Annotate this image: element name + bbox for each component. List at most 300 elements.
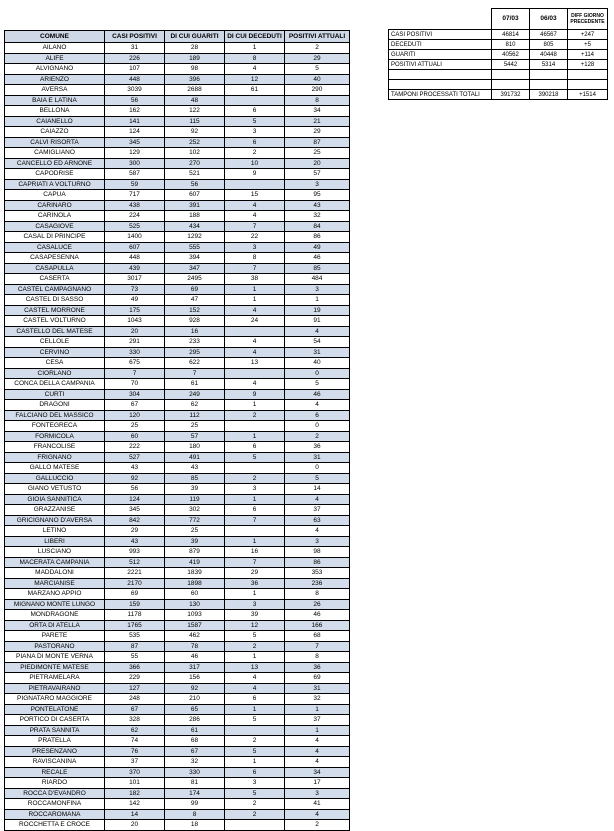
table-row	[5, 809, 350, 820]
guariti-cell: 92	[165, 683, 225, 694]
guariti-cell: 48	[165, 95, 225, 106]
table-row	[5, 43, 350, 54]
deceduti-cell: 38	[225, 274, 285, 285]
casi-positivi-cell: 439	[105, 263, 165, 274]
positivi-attuali-cell: 25	[285, 148, 350, 159]
summary-diff-cell: +1514	[568, 90, 608, 100]
guariti-cell: 85	[165, 473, 225, 484]
guariti-cell: 92	[165, 127, 225, 138]
deceduti-cell: 4	[225, 673, 285, 684]
comune-cell: CARINOLA	[5, 211, 105, 222]
comune-cell: MIGNANO MONTE LUNGO	[5, 599, 105, 610]
comune-cell: AVERSA	[5, 85, 105, 96]
casi-positivi-cell: 842	[105, 515, 165, 526]
positivi-attuali-cell: 87	[285, 137, 350, 148]
table-row	[5, 799, 350, 810]
summary-row	[389, 40, 608, 50]
summary-label-cell: CASI POSITIVI	[389, 30, 492, 40]
comune-cell: CASAPESENNA	[5, 253, 105, 264]
table-row	[5, 221, 350, 232]
casi-positivi-cell: 535	[105, 631, 165, 642]
table-row	[5, 232, 350, 243]
deceduti-cell: 4	[225, 305, 285, 316]
summary-header-date-1: 07/03	[492, 9, 530, 30]
deceduti-cell: 5	[225, 715, 285, 726]
comune-cell: AILANO	[5, 43, 105, 54]
guariti-cell: 69	[165, 284, 225, 295]
comune-cell: BAIA E LATINA	[5, 95, 105, 106]
table-row	[5, 64, 350, 75]
casi-positivi-cell: 1765	[105, 620, 165, 631]
guariti-cell: 18	[165, 820, 225, 831]
casi-positivi-cell: 438	[105, 200, 165, 211]
casi-positivi-cell: 101	[105, 778, 165, 789]
deceduti-cell: 1	[225, 757, 285, 768]
deceduti-cell: 5	[225, 116, 285, 127]
guariti-cell: 772	[165, 515, 225, 526]
table-row	[5, 652, 350, 663]
comune-cell: CASAGIOVE	[5, 221, 105, 232]
guariti-cell: 317	[165, 662, 225, 673]
positivi-attuali-cell: 4	[285, 736, 350, 747]
casi-positivi-cell: 43	[105, 463, 165, 474]
deceduti-cell	[225, 95, 285, 106]
positivi-attuali-cell: 36	[285, 442, 350, 453]
positivi-attuali-cell: 3	[285, 284, 350, 295]
guariti-cell: 122	[165, 106, 225, 117]
table-row	[5, 421, 350, 432]
summary-header-blank	[389, 9, 492, 30]
table-row	[5, 778, 350, 789]
table-row	[5, 179, 350, 190]
summary-blank-cell	[530, 70, 568, 80]
casi-positivi-cell: 2221	[105, 568, 165, 579]
deceduti-cell: 16	[225, 547, 285, 558]
table-row	[5, 526, 350, 537]
guariti-cell: 391	[165, 200, 225, 211]
positivi-attuali-cell: 31	[285, 347, 350, 358]
guariti-cell: 57	[165, 431, 225, 442]
casi-positivi-cell: 56	[105, 95, 165, 106]
positivi-attuali-cell: 20	[285, 158, 350, 169]
positivi-attuali-cell: 4	[285, 809, 350, 820]
comune-cell: LETINO	[5, 526, 105, 537]
deceduti-cell: 36	[225, 578, 285, 589]
table-row	[5, 148, 350, 159]
guariti-cell: 25	[165, 526, 225, 537]
positivi-attuali-cell: 4	[285, 326, 350, 337]
deceduti-cell: 1	[225, 43, 285, 54]
guariti-cell: 396	[165, 74, 225, 85]
positivi-attuali-cell: 95	[285, 190, 350, 201]
casi-positivi-cell: 142	[105, 799, 165, 810]
deceduti-cell: 6	[225, 442, 285, 453]
deceduti-cell: 2	[225, 736, 285, 747]
comune-cell: CASTEL VOLTURNO	[5, 316, 105, 327]
deceduti-cell: 4	[225, 347, 285, 358]
deceduti-cell: 39	[225, 610, 285, 621]
table-row	[5, 263, 350, 274]
deceduti-cell: 12	[225, 74, 285, 85]
guariti-cell: 188	[165, 211, 225, 222]
comune-cell: CALVI RISORTA	[5, 137, 105, 148]
comune-cell: ROCCA D'EVANDRO	[5, 788, 105, 799]
positivi-attuali-cell: 40	[285, 358, 350, 369]
casi-positivi-cell: 29	[105, 526, 165, 537]
positivi-attuali-cell: 46	[285, 610, 350, 621]
guariti-cell: 60	[165, 589, 225, 600]
deceduti-cell: 9	[225, 389, 285, 400]
deceduti-cell: 5	[225, 746, 285, 757]
comune-cell: CAPUA	[5, 190, 105, 201]
casi-positivi-cell: 345	[105, 505, 165, 516]
guariti-cell: 1587	[165, 620, 225, 631]
comune-cell: PIETRAVAIRANO	[5, 683, 105, 694]
table-row	[5, 505, 350, 516]
table-row	[5, 788, 350, 799]
deceduti-cell: 15	[225, 190, 285, 201]
summary-value-cell: 46814	[492, 30, 530, 40]
guariti-cell: 1839	[165, 568, 225, 579]
guariti-cell: 394	[165, 253, 225, 264]
positivi-attuali-cell: 85	[285, 263, 350, 274]
comune-cell: MARCIANISE	[5, 578, 105, 589]
guariti-cell: 28	[165, 43, 225, 54]
casi-positivi-cell: 141	[105, 116, 165, 127]
summary-label-cell: GUARITI	[389, 50, 492, 60]
deceduti-cell: 5	[225, 631, 285, 642]
table-row	[5, 53, 350, 64]
comune-cell: FORMICOLA	[5, 431, 105, 442]
guariti-cell: 56	[165, 179, 225, 190]
table-row	[5, 662, 350, 673]
deceduti-cell: 4	[225, 200, 285, 211]
positivi-attuali-cell: 353	[285, 568, 350, 579]
table-row	[5, 484, 350, 495]
table-row	[5, 200, 350, 211]
comune-cell: PRATELLA	[5, 736, 105, 747]
positivi-attuali-cell: 2	[285, 820, 350, 831]
guariti-cell: 47	[165, 295, 225, 306]
table-row	[5, 725, 350, 736]
comune-cell: GALLO MATESE	[5, 463, 105, 474]
summary-table-body	[389, 30, 608, 100]
guariti-cell: 102	[165, 148, 225, 159]
guariti-cell: 270	[165, 158, 225, 169]
positivi-attuali-cell: 41	[285, 799, 350, 810]
guariti-cell: 78	[165, 641, 225, 652]
deceduti-cell: 1	[225, 536, 285, 547]
casi-positivi-cell: 330	[105, 347, 165, 358]
casi-positivi-cell: 14	[105, 809, 165, 820]
deceduti-cell: 12	[225, 620, 285, 631]
guariti-cell: 16	[165, 326, 225, 337]
guariti-cell: 180	[165, 442, 225, 453]
summary-blank-cell	[568, 80, 608, 90]
table-row	[5, 410, 350, 421]
comune-cell: PRATA SANNITA	[5, 725, 105, 736]
deceduti-cell: 1	[225, 704, 285, 715]
casi-positivi-cell: 3039	[105, 85, 165, 96]
deceduti-cell	[225, 326, 285, 337]
summary-diff-cell: +114	[568, 50, 608, 60]
deceduti-cell: 1	[225, 652, 285, 663]
deceduti-cell: 8	[225, 53, 285, 64]
positivi-attuali-cell: 31	[285, 452, 350, 463]
casi-positivi-cell: 31	[105, 43, 165, 54]
positivi-attuali-cell: 29	[285, 127, 350, 138]
guariti-cell: 65	[165, 704, 225, 715]
casi-positivi-cell: 124	[105, 127, 165, 138]
comune-cell: CIORLANO	[5, 368, 105, 379]
table-row	[5, 757, 350, 768]
positivi-attuali-cell: 0	[285, 463, 350, 474]
comune-cell: LUSCIANO	[5, 547, 105, 558]
positivi-attuali-cell: 14	[285, 484, 350, 495]
deceduti-cell: 61	[225, 85, 285, 96]
table-row	[5, 368, 350, 379]
comune-cell: GIOIA SANNITICA	[5, 494, 105, 505]
casi-positivi-cell: 527	[105, 452, 165, 463]
deceduti-cell	[225, 526, 285, 537]
comune-cell: CAPODRISE	[5, 169, 105, 180]
casi-positivi-cell: 43	[105, 536, 165, 547]
guariti-cell: 67	[165, 746, 225, 757]
comune-cell: BELLONA	[5, 106, 105, 117]
comune-cell: PONTELATONE	[5, 704, 105, 715]
comune-cell: FRIGNANO	[5, 452, 105, 463]
deceduti-cell: 5	[225, 452, 285, 463]
table-row	[5, 74, 350, 85]
positivi-attuali-cell: 236	[285, 578, 350, 589]
table-row	[5, 190, 350, 201]
comune-cell: CASTELLO DEL MATESE	[5, 326, 105, 337]
summary-blank-row	[389, 70, 608, 80]
comune-cell: CURTI	[5, 389, 105, 400]
positivi-attuali-cell: 3	[285, 536, 350, 547]
positivi-attuali-cell: 484	[285, 274, 350, 285]
casi-positivi-cell: 248	[105, 694, 165, 705]
casi-positivi-cell: 159	[105, 599, 165, 610]
casi-positivi-cell: 345	[105, 137, 165, 148]
comune-cell: DRAGONI	[5, 400, 105, 411]
summary-blank-row	[389, 80, 608, 90]
table-row	[5, 631, 350, 642]
comune-cell: MARZANO APPIO	[5, 589, 105, 600]
casi-positivi-cell: 37	[105, 757, 165, 768]
guariti-cell: 607	[165, 190, 225, 201]
deceduti-cell: 22	[225, 232, 285, 243]
table-row	[5, 494, 350, 505]
table-row	[5, 442, 350, 453]
table-row	[5, 767, 350, 778]
positivi-attuali-cell: 46	[285, 389, 350, 400]
guariti-cell: 462	[165, 631, 225, 642]
summary-prev-value-cell: 5314	[530, 60, 568, 70]
positivi-attuali-cell: 5	[285, 64, 350, 75]
comune-cell: PORTICO DI CASERTA	[5, 715, 105, 726]
guariti-cell: 286	[165, 715, 225, 726]
comune-cell: ROCCHETTA E CROCE	[5, 820, 105, 831]
summary-value-cell: 5442	[492, 60, 530, 70]
positivi-attuali-cell: 166	[285, 620, 350, 631]
table-row	[5, 242, 350, 253]
comuni-table-body	[5, 43, 350, 831]
positivi-attuali-cell: 4	[285, 526, 350, 537]
guariti-cell: 43	[165, 463, 225, 474]
summary-blank-cell	[492, 70, 530, 80]
deceduti-cell: 13	[225, 662, 285, 673]
positivi-attuali-cell: 0	[285, 368, 350, 379]
table-row	[5, 557, 350, 568]
summary-row	[389, 50, 608, 60]
deceduti-cell: 4	[225, 64, 285, 75]
comune-cell: CARINARO	[5, 200, 105, 211]
deceduti-cell	[225, 179, 285, 190]
summary-header-row	[389, 9, 608, 30]
casi-positivi-cell: 182	[105, 788, 165, 799]
casi-positivi-cell: 229	[105, 673, 165, 684]
comune-cell: PARETE	[5, 631, 105, 642]
positivi-attuali-cell: 32	[285, 211, 350, 222]
guariti-cell: 330	[165, 767, 225, 778]
summary-blank-cell	[530, 80, 568, 90]
table-row	[5, 85, 350, 96]
positivi-attuali-cell: 0	[285, 421, 350, 432]
table-row	[5, 95, 350, 106]
table-row	[5, 515, 350, 526]
guariti-cell: 249	[165, 389, 225, 400]
deceduti-cell: 2	[225, 473, 285, 484]
casi-positivi-cell: 124	[105, 494, 165, 505]
casi-positivi-cell: 512	[105, 557, 165, 568]
positivi-attuali-cell: 2	[285, 43, 350, 54]
table-row	[5, 673, 350, 684]
summary-prev-value-cell: 46567	[530, 30, 568, 40]
table-row	[5, 736, 350, 747]
casi-positivi-cell: 370	[105, 767, 165, 778]
deceduti-cell: 6	[225, 767, 285, 778]
positivi-attuali-cell: 5	[285, 379, 350, 390]
deceduti-cell	[225, 725, 285, 736]
deceduti-cell: 4	[225, 211, 285, 222]
deceduti-cell: 7	[225, 557, 285, 568]
table-row	[5, 610, 350, 621]
casi-positivi-cell: 607	[105, 242, 165, 253]
summary-blank-cell	[492, 80, 530, 90]
positivi-attuali-cell: 46	[285, 253, 350, 264]
deceduti-cell: 1	[225, 295, 285, 306]
table-row	[5, 305, 350, 316]
deceduti-cell: 8	[225, 253, 285, 264]
casi-positivi-cell: 127	[105, 683, 165, 694]
guariti-cell: 491	[165, 452, 225, 463]
guariti-cell: 152	[165, 305, 225, 316]
casi-positivi-cell: 76	[105, 746, 165, 757]
guariti-cell: 156	[165, 673, 225, 684]
header-comune: COMUNE	[5, 31, 105, 43]
positivi-attuali-cell: 6	[285, 410, 350, 421]
summary-table	[388, 8, 608, 100]
positivi-attuali-cell: 1	[285, 295, 350, 306]
positivi-attuali-cell: 31	[285, 683, 350, 694]
table-row	[5, 284, 350, 295]
comune-cell: MADDALONI	[5, 568, 105, 579]
deceduti-cell: 3	[225, 242, 285, 253]
comune-cell: CASAPULLA	[5, 263, 105, 274]
comune-cell: PASTORANO	[5, 641, 105, 652]
guariti-cell: 1093	[165, 610, 225, 621]
casi-positivi-cell: 107	[105, 64, 165, 75]
deceduti-cell: 4	[225, 683, 285, 694]
deceduti-cell: 7	[225, 263, 285, 274]
table-row	[5, 547, 350, 558]
positivi-attuali-cell: 1	[285, 725, 350, 736]
table-row	[5, 452, 350, 463]
summary-diff-cell: +128	[568, 60, 608, 70]
header-casi-positivi: CASI POSITIVI	[105, 31, 165, 43]
casi-positivi-cell: 67	[105, 704, 165, 715]
comune-cell: GRICIGNANO D'AVERSA	[5, 515, 105, 526]
positivi-attuali-cell: 17	[285, 778, 350, 789]
summary-blank-cell	[389, 70, 492, 80]
summary-row	[389, 60, 608, 70]
deceduti-cell: 6	[225, 694, 285, 705]
guariti-cell: 521	[165, 169, 225, 180]
positivi-attuali-cell: 43	[285, 200, 350, 211]
positivi-attuali-cell: 69	[285, 673, 350, 684]
deceduti-cell	[225, 421, 285, 432]
casi-positivi-cell: 525	[105, 221, 165, 232]
positivi-attuali-cell: 57	[285, 169, 350, 180]
deceduti-cell: 1	[225, 284, 285, 295]
positivi-attuali-cell: 68	[285, 631, 350, 642]
summary-prev-value-cell: 805	[530, 40, 568, 50]
casi-positivi-cell: 300	[105, 158, 165, 169]
casi-positivi-cell: 366	[105, 662, 165, 673]
positivi-attuali-cell: 290	[285, 85, 350, 96]
casi-positivi-cell: 224	[105, 211, 165, 222]
comune-cell: CASTEL MORRONE	[5, 305, 105, 316]
casi-positivi-cell: 92	[105, 473, 165, 484]
summary-label-cell: TAMPONI PROCESSATI TOTALI	[389, 90, 492, 100]
guariti-cell: 25	[165, 421, 225, 432]
table-row	[5, 389, 350, 400]
comune-cell: LIBERI	[5, 536, 105, 547]
guariti-cell: 61	[165, 725, 225, 736]
casi-positivi-cell: 7	[105, 368, 165, 379]
summary-value-cell: 810	[492, 40, 530, 50]
comune-cell: CASERTA	[5, 274, 105, 285]
summary-tamponi-row	[389, 90, 608, 100]
casi-positivi-cell: 328	[105, 715, 165, 726]
table-row	[5, 379, 350, 390]
deceduti-cell: 2	[225, 799, 285, 810]
guariti-cell: 46	[165, 652, 225, 663]
table-row	[5, 641, 350, 652]
casi-positivi-cell: 87	[105, 641, 165, 652]
guariti-cell: 879	[165, 547, 225, 558]
comune-cell: FALCIANO DEL MASSICO	[5, 410, 105, 421]
comune-cell: MACERATA CAMPANIA	[5, 557, 105, 568]
table-row	[5, 106, 350, 117]
casi-positivi-cell: 20	[105, 326, 165, 337]
casi-positivi-cell: 69	[105, 589, 165, 600]
guariti-cell: 32	[165, 757, 225, 768]
comune-cell: CASAL DI PRINCIPE	[5, 232, 105, 243]
guariti-cell: 112	[165, 410, 225, 421]
summary-header-date-2: 06/03	[530, 9, 568, 30]
